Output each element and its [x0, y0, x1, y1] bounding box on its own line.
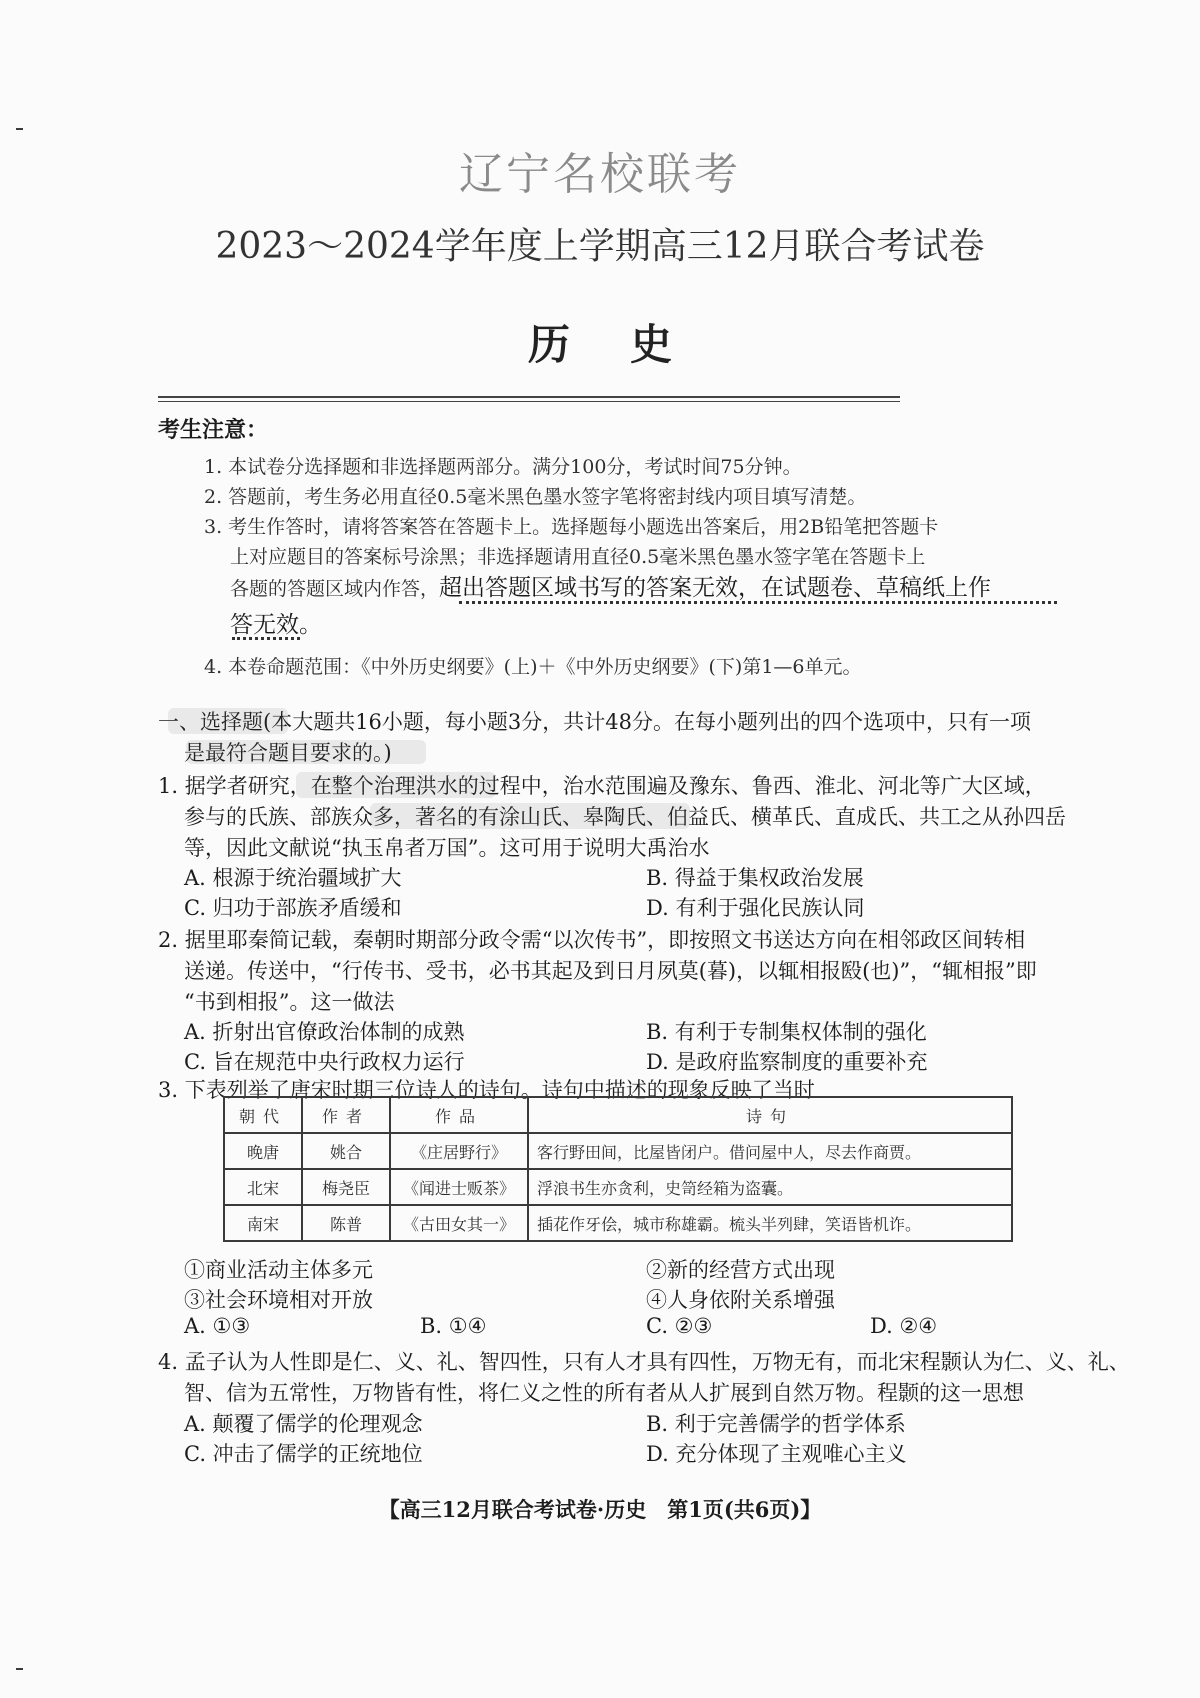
table-cell: 南宋 — [224, 1205, 302, 1241]
question-1-stem-cont: 等，因此文献说“执玉帛者万国”。这可用于说明大禹治水 — [184, 836, 710, 860]
question-1-option-b: B. 得益于集权政治发展 — [646, 866, 864, 890]
section-header-cont: 是最符合题目要求的。) — [184, 741, 392, 765]
table-header-row — [224, 1097, 1012, 1133]
header-rule — [158, 396, 900, 398]
scan-smudge — [370, 803, 690, 829]
table-cell: 梅尧臣 — [302, 1169, 390, 1205]
question-3-option-a: A. ①③ — [184, 1314, 251, 1338]
exam-title: 2023～2024学年度上学期高三12月联合考试卷 — [215, 226, 985, 267]
table-row — [224, 1133, 1012, 1169]
subject-title: 历史 — [527, 320, 732, 369]
question-3-statement-3: ③社会环境相对开放 — [184, 1288, 373, 1312]
table-header: 作品 — [390, 1097, 528, 1133]
table-header: 诗句 — [528, 1097, 1012, 1133]
notice-item-3-cont-2 — [230, 569, 991, 602]
table-cell: 客行野田间，比屋皆闭户。借问屋中人，尽去作商贾。 — [528, 1133, 1012, 1169]
scan-smudge — [168, 708, 288, 734]
table-row — [224, 1205, 1012, 1241]
table-cell: 《庄居野行》 — [390, 1133, 528, 1169]
section-header: 一、选择题(本大题共16小题，每小题3分，共计48分。在每小题列出的四个选项中，只有一项 — [158, 710, 1031, 734]
question-4-option-c: C. 冲击了儒学的正统地位 — [184, 1442, 423, 1466]
question-2-option-b: B. 有利于专制集权体制的强化 — [646, 1020, 927, 1044]
question-2-option-d: D. 是政府监察制度的重要补充 — [646, 1050, 928, 1074]
notice-emphasis: 超出答题区域书写的答案无效，在试题卷、草稿纸上作 — [439, 575, 992, 601]
question-2-option-c: C. 旨在规范中央行政权力运行 — [184, 1050, 465, 1074]
league-title: 辽宁名校联考 — [459, 149, 741, 200]
table-cell: 插花作牙侩，城市称雄霸。梳头半列肆，笑语皆机诈。 — [528, 1205, 1012, 1241]
table-cell: 《古田女其一》 — [390, 1205, 528, 1241]
emphasis-dots — [232, 637, 300, 640]
notice-text: 各题的答题区域内作答， — [230, 578, 440, 600]
table-header: 作者 — [302, 1097, 390, 1133]
scan-edge-mark — [16, 128, 23, 130]
notice-item-1: 1. 本试卷分选择题和非选择题两部分。满分100分，考试时间75分钟。 — [204, 456, 802, 478]
notice-item-4: 4. 本卷命题范围：《中外历史纲要》(上)＋《中外历史纲要》(下)第1—6单元。 — [204, 656, 862, 678]
table-cell: 陈普 — [302, 1205, 390, 1241]
question-3-statement-2: ②新的经营方式出现 — [646, 1258, 835, 1282]
scan-smudge — [296, 772, 496, 798]
notice-item-3: 3. 考生作答时，请将答案答在答题卡上。选择题每小题选出答案后，用2B铅笔把答题卡 — [204, 516, 939, 538]
table-header: 朝代 — [224, 1097, 302, 1133]
notice-item-3-cont: 上对应题目的答案标号涂黑；非选择题请用直径0.5毫米黑色墨水签字笔在答题卡上 — [230, 546, 926, 568]
table-cell: 晚唐 — [224, 1133, 302, 1169]
scan-smudge — [186, 740, 426, 764]
page-footer: 【高三12月联合考试卷·历史 第1页(共6页)】 — [378, 1497, 822, 1522]
table-cell: 浮浪书生亦贪利，史笥经箱为盗囊。 — [528, 1169, 1012, 1205]
poem-table — [223, 1096, 1013, 1242]
question-2-stem-cont: 送递。传送中，“行传书、受书，必书其起及到日月夙莫(暮)，以辄相报殹(也)”，“辄相报”即 — [184, 959, 1037, 983]
question-4-option-a: A. 颠覆了儒学的伦理观念 — [184, 1412, 423, 1436]
question-1-option-a: A. 根源于统治疆域扩大 — [184, 866, 402, 890]
emphasis-dots — [459, 601, 1057, 604]
table-cell: 北宋 — [224, 1169, 302, 1205]
notice-title: 考生注意： — [158, 417, 269, 443]
question-3-statement-1: ①商业活动主体多元 — [184, 1258, 373, 1282]
question-1-stem: 1. 据学者研究，在整个治理洪水的过程中，治水范围遍及豫东、鲁西、淮北、河北等广大区域， — [158, 774, 1046, 798]
table-row — [224, 1169, 1012, 1205]
question-3-option-d: D. ②④ — [870, 1314, 938, 1338]
question-4-option-d: D. 充分体现了主观唯心主义 — [646, 1442, 907, 1466]
header-rule-thin — [158, 401, 900, 402]
table-cell: 姚合 — [302, 1133, 390, 1169]
question-4-stem: 4. 孟子认为人性即是仁、义、礼、智四性，只有人才具有四性，万物无有，而北宋程颢认为仁、义、礼、 — [158, 1350, 1130, 1374]
question-2-stem: 2. 据里耶秦简记载，秦朝时期部分政令需“以次传书”，即按照文书送达方向在相邻政区间转相 — [158, 928, 1026, 952]
question-2-stem-cont: “书到相报”。这一做法 — [184, 990, 395, 1014]
question-4-option-b: B. 利于完善儒学的哲学体系 — [646, 1412, 906, 1436]
table-cell: 《闻进士贩茶》 — [390, 1169, 528, 1205]
question-1-option-d: D. 有利于强化民族认同 — [646, 896, 865, 920]
question-3-stem: 3. 下表列举了唐宋时期三位诗人的诗句。诗句中描述的现象反映了当时 — [158, 1078, 815, 1102]
question-2-option-a: A. 折射出官僚政治体制的成熟 — [184, 1020, 465, 1044]
notice-item-3-cont-3: 答无效。 — [230, 612, 322, 638]
question-3-option-c: C. ②③ — [646, 1314, 713, 1338]
question-3-statement-4: ④人身依附关系增强 — [646, 1288, 835, 1312]
question-3-option-b: B. ①④ — [420, 1314, 487, 1338]
notice-item-2: 2. 答题前，考生务必用直径0.5毫米黑色墨水签字笔将密封线内项目填写清楚。 — [204, 486, 867, 508]
question-4-stem-cont: 智、信为五常性，万物皆有性，将仁义之性的所有者从人扩展到自然万物。程颢的这一思想 — [184, 1381, 1024, 1405]
question-1-option-c: C. 归功于部族矛盾缓和 — [184, 896, 402, 920]
scan-edge-mark — [16, 1668, 23, 1670]
question-1-stem-cont: 参与的氏族、部族众多，著名的有涂山氏、皋陶氏、伯益氏、横革氏、直成氏、共工之从孙四岳 — [184, 805, 1066, 829]
